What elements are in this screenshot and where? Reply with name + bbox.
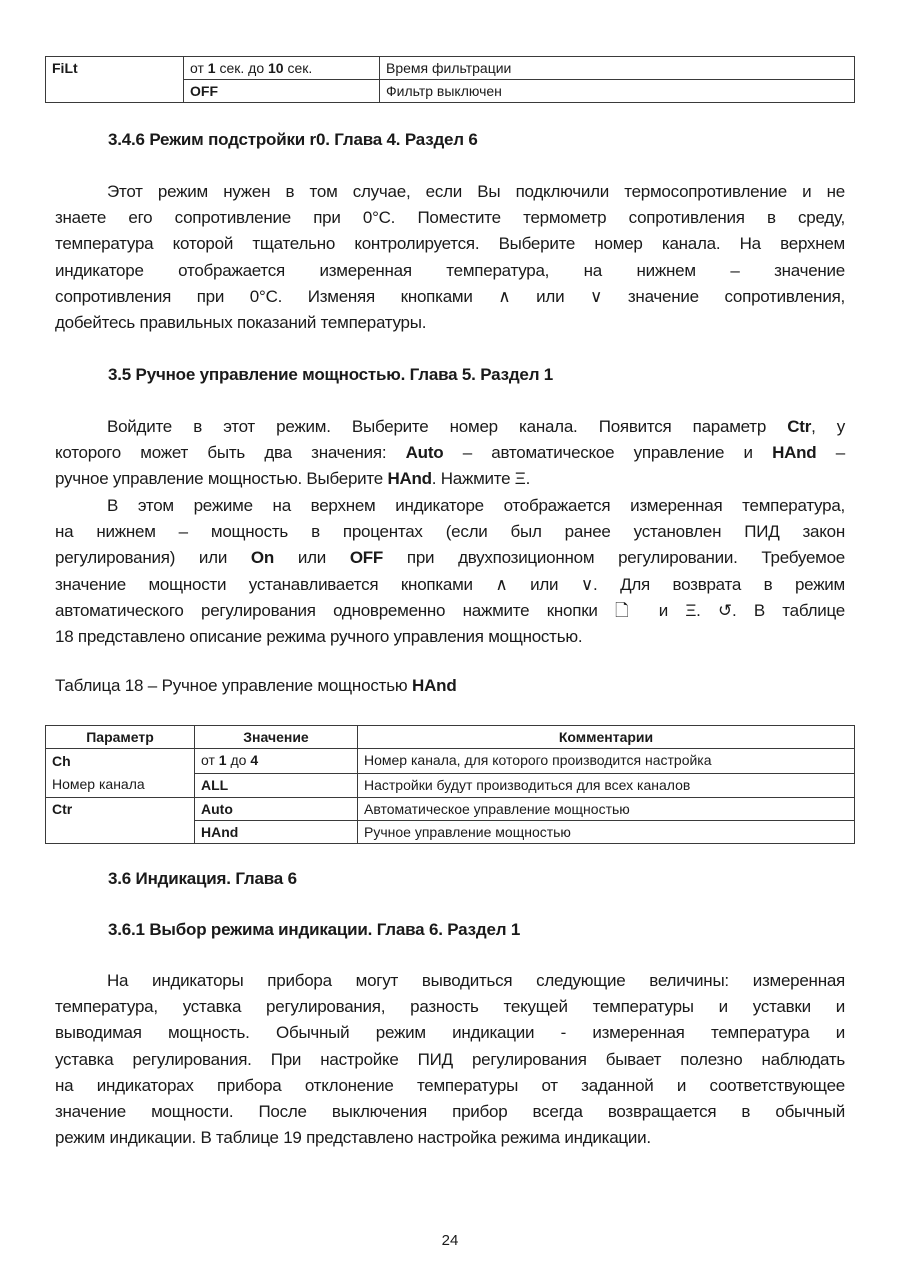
paragraph-35-2: В этом режиме на верхнем индикаторе отображается измеренная температура, на нижнем – мощность в процентах (если был ранее установлен ПИД закон регулирования) или On или OFF при двухпозиционном регулировании. Требуемое значение мощности устанавливается кнопками ∧ или ∨. Для возврата в режим автоматического регулирования одновременно нажмите кнопки 🗋 и Ξ. ↺. В таблице 18 представлено описание режима ручного управления мощностью. — [55, 496, 846, 647]
value-cell: ALL — [195, 773, 358, 798]
paragraph-361: На индикаторы прибора могут выводиться следующие величины: измеренная температура, уставка регулирования, разность текущей температуры и уставки и выводимая мощность. Обычный режим индикации - измеренная температура и уставка регулирования. При настройке ПИД регулирования бывает полезно наблюдать на индикаторах прибора отклонение температуры от заданной и соответствующее значение мощности. После выключения прибор всегда возвращается в обычный режим индикации. В таблице 19 представлено настройка режима индикации. — [55, 971, 845, 1148]
header-param: Параметр — [46, 726, 195, 749]
page-number: 24 — [441, 1232, 459, 1249]
comment-cell: Ручное управление мощностью — [358, 821, 855, 844]
paragraph-35-1: Войдите в этот режим. Выберите номер канала. Появится параметр Ctr, у которого может быть два значения: Auto – автоматическое управление и HAnd – ручное управление мощностью. Выберите HAnd. Нажмите Ξ. — [55, 417, 845, 489]
section-heading-36: 3.6 Индикация. Глава 6 — [108, 869, 297, 888]
filter-table — [45, 56, 855, 103]
value-cell: HAnd — [195, 821, 358, 844]
paragraph-346: Этот режим нужен в том случае, если Вы подключили термосопротивление и не знаете его сопротивление при 0°С. Поместите термометр сопротивления в среду, температура которой тщательно контролируется. Выберите номер канала. На верхнем индикаторе отображается измеренная температура, на нижнем – значение сопротивления при 0°С. Изменяя кнопками ∧ или ∨ значение сопротивления, добейтесь правильных показаний температуры. — [55, 182, 845, 333]
table-row — [46, 749, 855, 774]
table-row — [46, 57, 855, 80]
param-cell: FiLt — [46, 57, 184, 103]
section-heading-35: 3.5 Ручное управление мощностью. Глава 5. Раздел 1 — [108, 365, 554, 384]
value-cell: от 1 сек. до 10 сек. — [184, 57, 380, 80]
comment-cell: Настройки будут производиться для всех каналов — [358, 773, 855, 798]
header-value: Значение — [195, 726, 358, 749]
section-heading-361: 3.6.1 Выбор режима индикации. Глава 6. Раздел 1 — [108, 920, 521, 939]
param-cell: Ctr — [46, 798, 195, 844]
header-comment: Комментарии — [358, 726, 855, 749]
comment-cell: Время фильтрации — [380, 57, 855, 80]
value-cell: Auto — [195, 798, 358, 821]
comment-cell: Фильтр выключен — [380, 80, 855, 103]
value-cell: от 1 до 4 — [195, 749, 358, 774]
section-heading-346: 3.4.6 Режим подстройки r0. Глава 4. Раздел 6 — [108, 130, 478, 149]
table-header-row — [46, 726, 855, 749]
table-row — [46, 798, 855, 821]
comment-cell: Автоматическое управление мощностью — [358, 798, 855, 821]
table-18 — [45, 725, 855, 844]
value-cell: OFF — [184, 80, 380, 103]
table-18-caption: Таблица 18 – Ручное управление мощностью HAnd — [55, 676, 457, 695]
param-cell: Ch Номер канала — [46, 749, 195, 798]
comment-cell: Номер канала, для которого производится настройка — [358, 749, 855, 774]
